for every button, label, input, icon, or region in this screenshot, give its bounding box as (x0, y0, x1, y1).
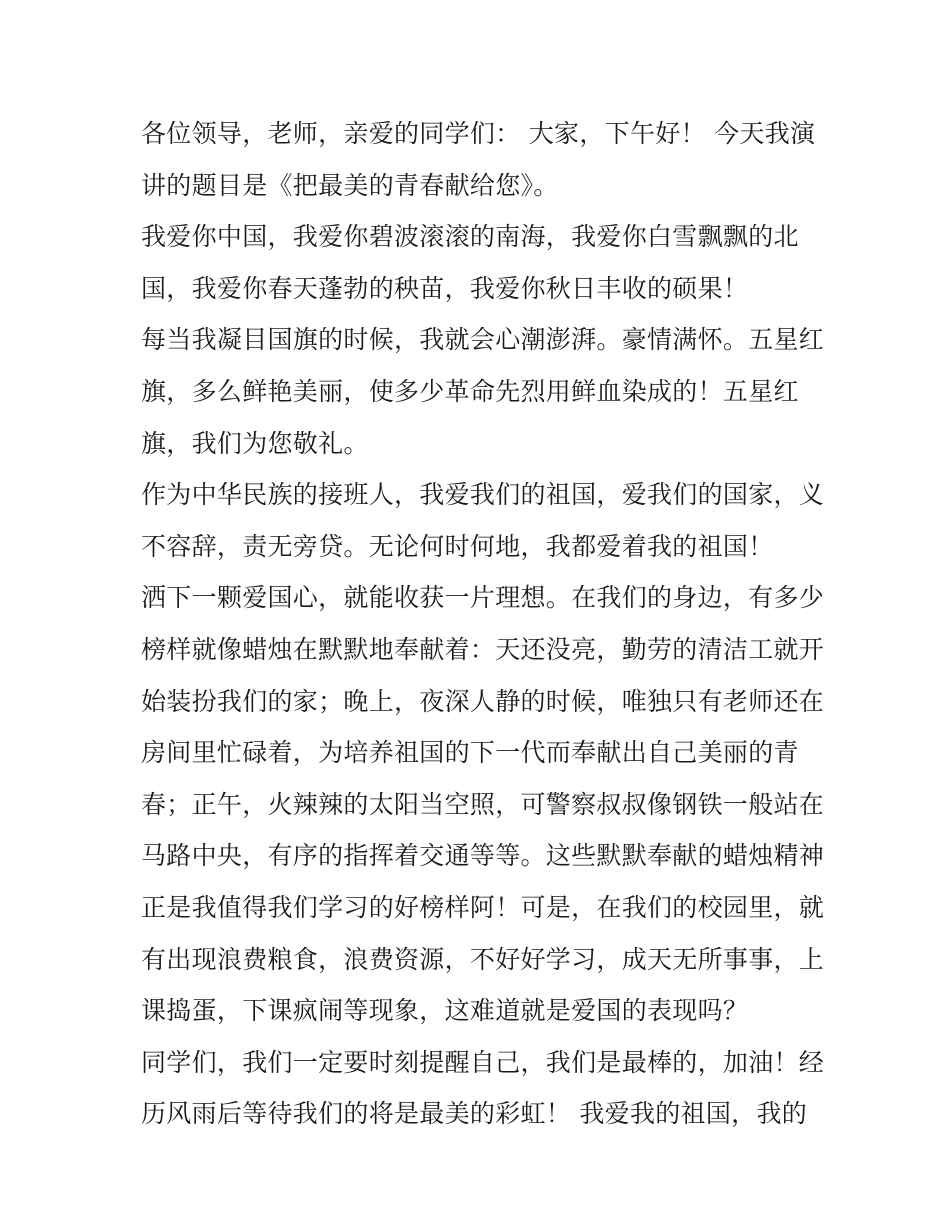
text-line: 课捣蛋，下课疯闹等现象，这难道就是爱国的表现吗？ (141, 996, 749, 1026)
text-line: 旗，我们为您敬礼。 (141, 428, 369, 458)
text-line: 洒下一颗爱国心，就能收获一片理想。在我们的身边，有多少 (141, 583, 825, 613)
document-body (141, 108, 825, 1140)
text-line: 正是我值得我们学习的好榜样阿！可是，在我们的校园里，就 (141, 892, 825, 922)
text-line: 作为中华民族的接班人，我爱我们的祖国，爱我们的国家，义 (141, 480, 825, 510)
text-line: 有出现浪费粮食，浪费资源，不好好学习，成天无所事事，上 (141, 944, 825, 974)
text-line: 我爱你中国，我爱你碧波滚滚的南海，我爱你白雪飘飘的北 (141, 222, 799, 252)
text-line: 不容辞，责无旁贷。无论何时何地，我都爱着我的祖国！ (141, 531, 774, 561)
text-line: 始装扮我们的家；晚上，夜深人静的时候，唯独只有老师还在 (141, 686, 825, 716)
text-line: 历风雨后等待我们的将是最美的彩虹！ 我爱我的祖国，我的 (141, 1099, 808, 1129)
text-line: 马路中央，有序的指挥着交通等等。这些默默奉献的蜡烛精神 (141, 841, 825, 871)
text-line: 榜样就像蜡烛在默默地奉献着：天还没亮，勤劳的清洁工就开 (141, 634, 825, 664)
text-line: 同学们，我们一定要时刻提醒自己，我们是最棒的，加油！经 (141, 1047, 825, 1077)
text-line: 各位领导，老师，亲爱的同学们： 大家，下午好！ 今天我演 (141, 119, 816, 148)
text-line: 每当我凝目国旗的时候，我就会心潮澎湃。豪情满怀。五星红 (141, 325, 825, 355)
text-line: 春；正午，火辣辣的太阳当空照，可警察叔叔像钢铁一般站在 (141, 789, 825, 819)
text-line: 讲的题目是《把最美的青春献给您》。 (141, 170, 559, 200)
text-line: 国，我爱你春天蓬勃的秧苗，我爱你秋日丰收的硕果！ (141, 273, 749, 303)
text-line: 旗，多么鲜艳美丽，使多少革命先烈用鲜血染成的！五星红 (141, 376, 799, 406)
text-line: 房间里忙碌着，为培养祖国的下一代而奉献出自己美丽的青 (141, 738, 799, 768)
